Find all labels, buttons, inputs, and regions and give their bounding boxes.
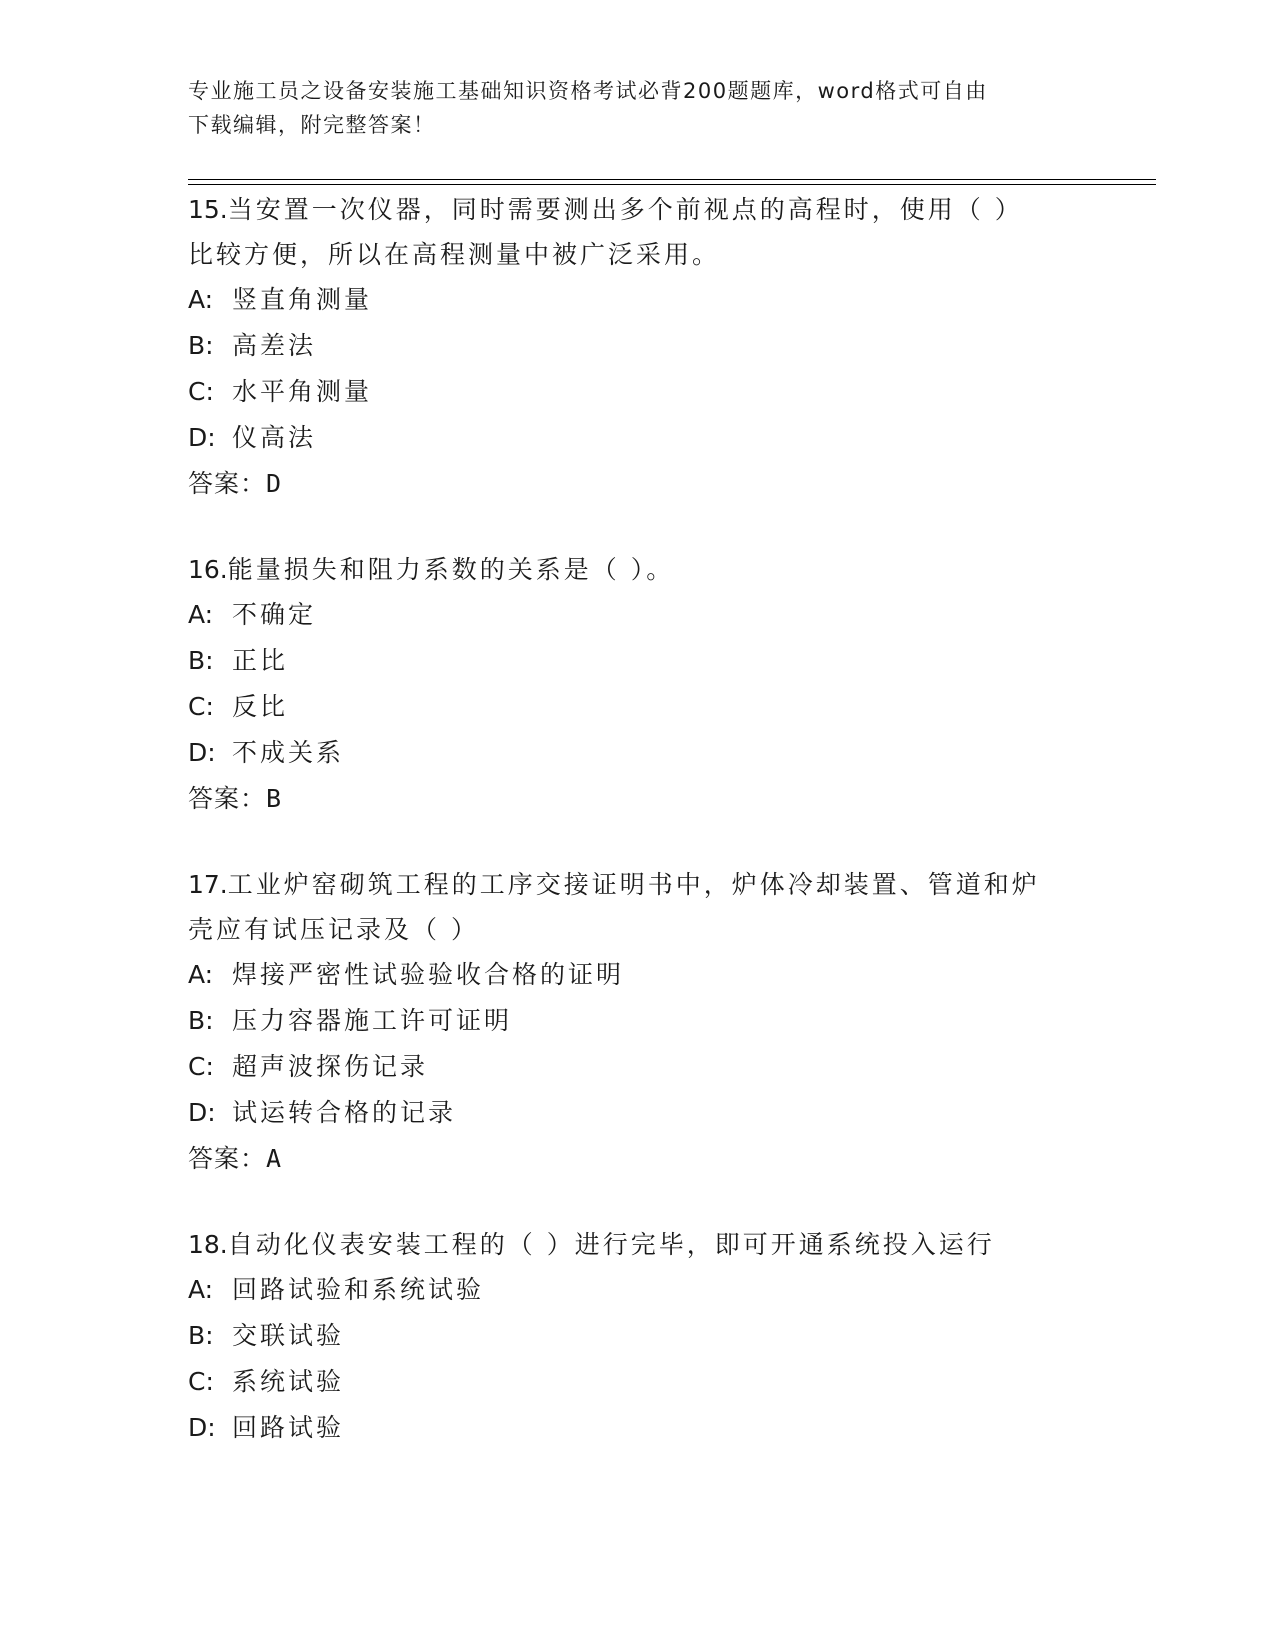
option-letter: B:: [188, 1321, 214, 1350]
option-letter: C:: [188, 1367, 214, 1396]
question-stem: [188, 547, 1108, 592]
option-text: 竖直角测量: [232, 285, 373, 314]
option-letter: A:: [188, 960, 214, 989]
option-letter: D:: [188, 1098, 216, 1127]
question-text: 能量损失和阻力系数的关系是（ ）。: [227, 555, 675, 584]
option-c: [188, 1359, 1108, 1405]
option-letter: A:: [188, 600, 214, 629]
option-text: 水平角测量: [232, 377, 373, 406]
option-letter: D:: [188, 423, 216, 452]
option-text: 仪高法: [232, 423, 317, 452]
answer-line: [188, 461, 1108, 507]
question-number: 16.: [188, 555, 228, 584]
question-stem: [188, 187, 1108, 277]
option-b: [188, 1313, 1108, 1359]
question-number: 17.: [188, 870, 228, 899]
answer-value: B: [266, 784, 283, 813]
question-text: 当安置一次仪器，同时需要测出多个前视点的高程时，使用（ ）: [227, 195, 1023, 224]
question-stem: [188, 862, 1108, 952]
answer-line: [188, 1136, 1108, 1182]
option-text: 高差法: [232, 331, 317, 360]
question-15: [188, 187, 1108, 507]
option-letter: D:: [188, 738, 216, 767]
option-letter: B:: [188, 331, 214, 360]
option-d: [188, 730, 1108, 776]
option-text: 不确定: [232, 600, 317, 629]
question-stem-line: [188, 1222, 1108, 1267]
option-a: [188, 277, 1108, 323]
option-d: [188, 1405, 1108, 1451]
answer-label: 答案：: [188, 784, 267, 813]
answer-label: 答案：: [188, 469, 267, 498]
option-d: [188, 1090, 1108, 1136]
answer-value: D: [266, 469, 283, 498]
option-text: 试运转合格的记录: [232, 1098, 457, 1127]
option-a: [188, 1267, 1108, 1313]
question-number: 15.: [188, 195, 228, 224]
question-16: [188, 547, 1108, 822]
option-text: 系统试验: [232, 1367, 345, 1396]
question-17: [188, 862, 1108, 1182]
header-line-2: 下载编辑，附完整答案！: [188, 113, 436, 137]
option-text: 回路试验: [232, 1413, 345, 1442]
option-letter: D:: [188, 1413, 216, 1442]
option-letter: C:: [188, 1052, 214, 1081]
option-letter: B:: [188, 646, 214, 675]
question-stem-line: [188, 862, 1108, 907]
question-stem-line: [188, 547, 1108, 592]
option-letter: B:: [188, 1006, 214, 1035]
question-stem-line: [188, 187, 1108, 232]
option-text: 反比: [232, 692, 289, 721]
option-text: 不成关系: [232, 738, 345, 767]
option-text: 超声波探伤记录: [232, 1052, 429, 1081]
option-letter: A:: [188, 285, 214, 314]
question-18: [188, 1222, 1108, 1451]
answer-label: 答案：: [188, 1144, 267, 1173]
document-header: [188, 74, 1078, 142]
question-list: [188, 187, 1108, 1491]
answer-line: [188, 776, 1108, 822]
option-b: [188, 323, 1108, 369]
answer-value: A: [266, 1144, 283, 1173]
option-text: 压力容器施工许可证明: [232, 1006, 513, 1035]
question-text: 工业炉窑砌筑工程的工序交接证明书中，炉体冷却装置、管道和炉: [227, 870, 1040, 899]
option-letter: C:: [188, 377, 214, 406]
option-text: 交联试验: [232, 1321, 345, 1350]
option-letter: C:: [188, 692, 214, 721]
option-a: [188, 592, 1108, 638]
header-rule-top: [188, 179, 1156, 180]
option-a: [188, 952, 1108, 998]
question-number: 18.: [188, 1230, 228, 1259]
header-rule-bottom: [188, 184, 1156, 185]
option-letter: A:: [188, 1275, 214, 1304]
option-c: [188, 369, 1108, 415]
option-c: [188, 684, 1108, 730]
question-text: 自动化仪表安装工程的（ ）进行完毕，即可开通系统投入运行: [227, 1230, 995, 1259]
option-text: 焊接严密性试验验收合格的证明: [232, 960, 625, 989]
option-b: [188, 638, 1108, 684]
question-stem: [188, 1222, 1108, 1267]
question-stem-line: 比较方便，所以在高程测量中被广泛采用。: [188, 240, 721, 269]
option-text: 正比: [232, 646, 289, 675]
header-line-1: 专业施工员之设备安装施工基础知识资格考试必背200题题库，word格式可自由: [188, 79, 988, 103]
option-d: [188, 415, 1108, 461]
option-b: [188, 998, 1108, 1044]
question-stem-line: 壳应有试压记录及（ ）: [188, 915, 479, 944]
option-c: [188, 1044, 1108, 1090]
option-text: 回路试验和系统试验: [232, 1275, 485, 1304]
